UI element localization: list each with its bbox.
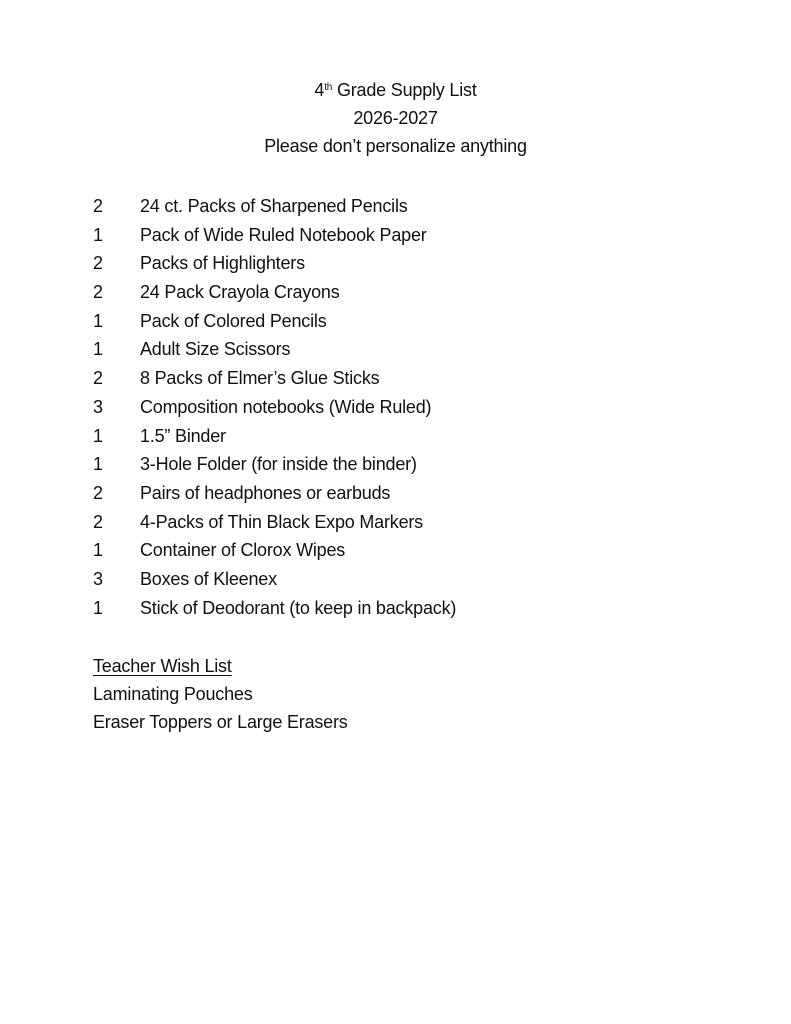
supply-item: Composition notebooks (Wide Ruled)	[140, 396, 432, 417]
supply-item: Adult Size Scissors	[140, 339, 291, 360]
supply-item: 4-Packs of Thin Black Expo Markers	[140, 511, 423, 532]
supply-quantity: 2	[93, 282, 103, 303]
wish-list-title: Teacher Wish List	[93, 656, 232, 676]
supply-row	[93, 192, 693, 221]
supply-quantity: 1	[93, 454, 103, 475]
supply-quantity: 2	[93, 511, 103, 532]
supply-item: 1.5” Binder	[140, 425, 226, 446]
supply-row	[93, 278, 693, 307]
document-title	[0, 76, 791, 104]
title-grade-number: 4	[314, 80, 325, 100]
supply-row	[93, 565, 693, 594]
supply-quantity: 2	[93, 482, 103, 503]
supply-row	[93, 335, 693, 364]
supply-row	[93, 307, 693, 336]
supply-quantity: 1	[93, 540, 103, 561]
supply-quantity: 1	[93, 224, 103, 245]
wish-list-item: Eraser Toppers or Large Erasers	[93, 712, 348, 732]
supply-item: Container of Clorox Wipes	[140, 540, 346, 561]
supply-item: Stick of Deodorant (to keep in backpack)	[140, 597, 457, 618]
supply-quantity: 2	[93, 196, 103, 216]
supply-item: 24 Pack Crayola Crayons	[140, 282, 340, 303]
supply-item: Pack of Wide Ruled Notebook Paper	[140, 224, 427, 245]
supply-row	[93, 393, 693, 422]
wish-list-item: Laminating Pouches	[93, 684, 253, 704]
supply-row	[93, 479, 693, 508]
supply-item: 24 ct. Packs of Sharpened Pencils	[140, 196, 408, 216]
supply-item: Packs of Highlighters	[140, 253, 305, 274]
supply-item: Boxes of Kleenex	[140, 568, 277, 589]
supply-item: Pairs of headphones or earbuds	[140, 482, 391, 503]
title-text: Grade Supply List	[332, 80, 477, 100]
supply-row	[93, 249, 693, 278]
supply-list	[93, 192, 693, 622]
supply-row	[93, 536, 693, 565]
supply-quantity: 2	[93, 253, 103, 274]
supply-item: Pack of Colored Pencils	[140, 310, 327, 331]
supply-quantity: 1	[93, 597, 103, 618]
wish-list-items	[93, 680, 693, 736]
supply-quantity: 3	[93, 568, 103, 589]
supply-quantity: 3	[93, 396, 103, 417]
supply-row	[93, 422, 693, 451]
supply-row	[93, 508, 693, 537]
teacher-wish-list	[93, 652, 693, 736]
supply-quantity: 2	[93, 368, 103, 389]
supply-quantity: 1	[93, 339, 103, 360]
supply-row	[93, 364, 693, 393]
personalize-note: Please don’t personalize anything	[264, 136, 527, 156]
supply-row	[93, 594, 693, 623]
document-header	[0, 76, 791, 160]
supply-row	[93, 221, 693, 250]
supply-row	[93, 450, 693, 479]
supply-item: 3-Hole Folder (for inside the binder)	[140, 454, 417, 475]
title-ordinal-suffix: th	[324, 82, 333, 93]
school-year: 2026-2027	[353, 108, 438, 128]
supply-item: 8 Packs of Elmer’s Glue Sticks	[140, 368, 380, 389]
supply-quantity: 1	[93, 425, 103, 446]
supply-quantity: 1	[93, 310, 103, 331]
